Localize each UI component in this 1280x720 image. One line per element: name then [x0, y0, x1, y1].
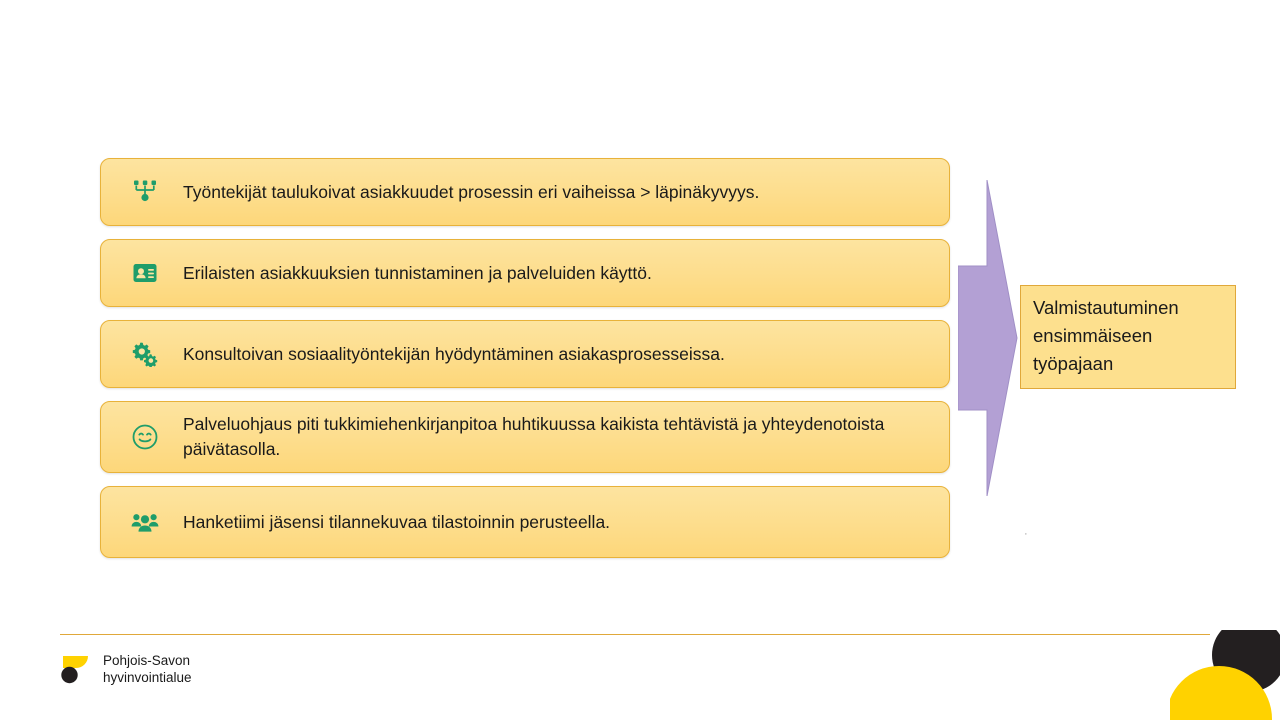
list-item: [100, 158, 950, 226]
tiny-marker: ·: [1024, 528, 1028, 540]
card-label: Erilaisten asiakkuuksien tunnistaminen ja palveluiden käyttö.: [183, 262, 652, 283]
list-item: [100, 320, 950, 388]
hierarchy-icon: [119, 170, 171, 214]
list-item: [100, 401, 950, 473]
organization-logo: [58, 652, 192, 686]
list-item: [100, 239, 950, 307]
gears-icon: [119, 332, 171, 376]
list-item: [100, 486, 950, 558]
footer-divider: [60, 634, 1210, 635]
organization-name: [103, 652, 192, 686]
logo-mark-icon: [58, 652, 94, 686]
card-label: Työntekijät taulukoivat asiakkuudet prosessin eri vaiheissa > läpinäkyvyys.: [183, 181, 760, 202]
id-card-icon: [119, 251, 171, 295]
right-pointing-arrow: [958, 180, 1018, 496]
callout-box: [1020, 285, 1236, 389]
card-label: Palveluohjaus piti tukkimiehenkirjanpitoa huhtikuussa kaikista tehtävistä ja yhteydenotoista päivätasolla.: [183, 414, 885, 459]
callout-text: Valmistautuminen ensimmäiseen työpajaan: [1033, 297, 1179, 374]
team-group-icon: [119, 500, 171, 544]
card-label: Hanketiimi jäsensi tilannekuvaa tilastoinnin perusteella.: [183, 511, 611, 532]
organization-line-2: hyvinvointialue: [103, 670, 192, 685]
card-list: [100, 158, 950, 571]
organization-line-1: Pohjois-Savon: [103, 653, 191, 668]
card-label: Konsultoivan sosiaalityöntekijän hyödyntäminen asiakasprosesseissa.: [183, 343, 725, 364]
smiley-face-icon: [119, 415, 171, 459]
corner-decoration: [1170, 630, 1280, 720]
